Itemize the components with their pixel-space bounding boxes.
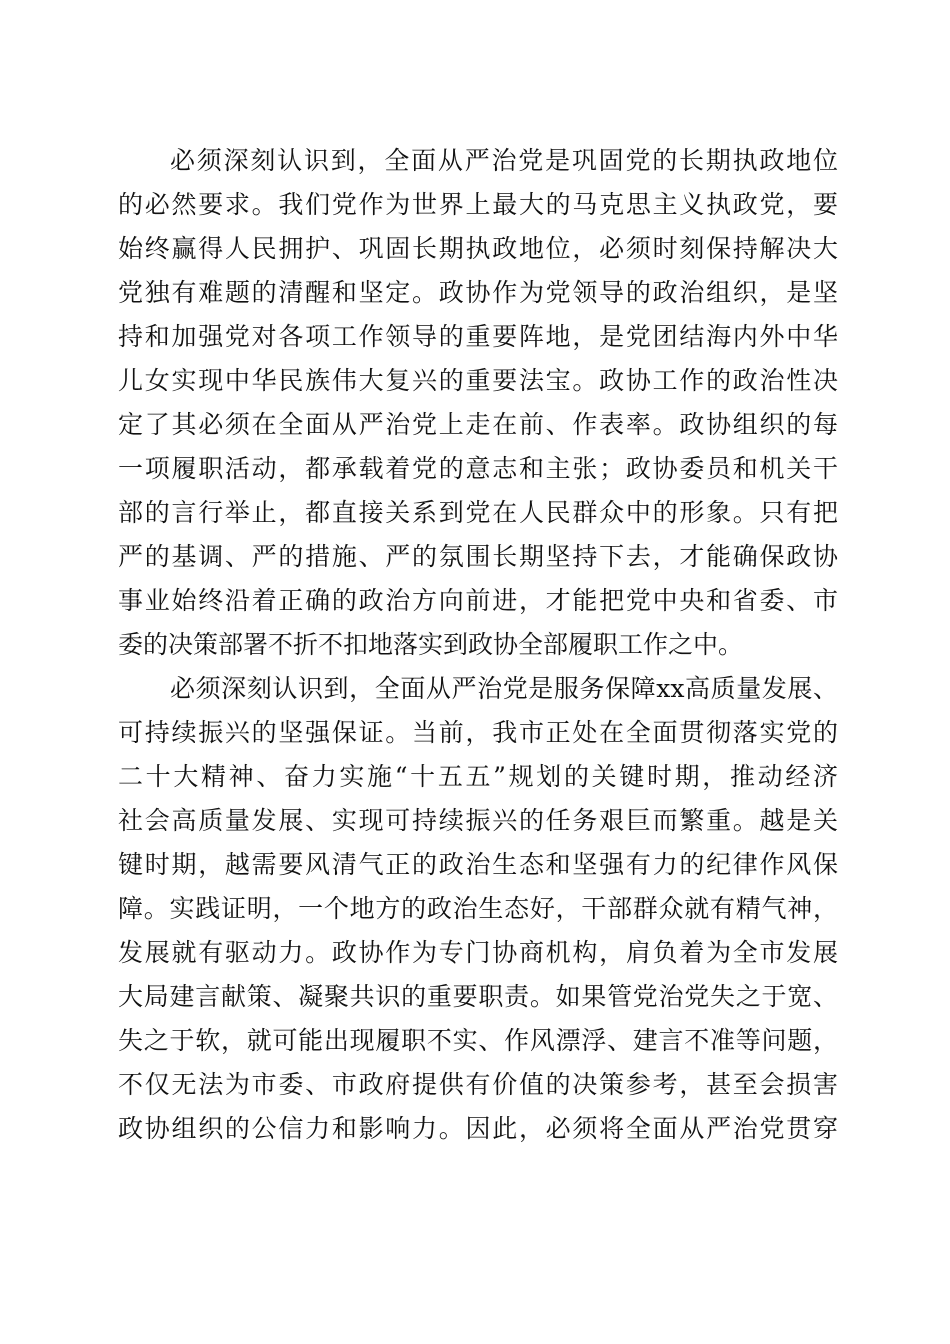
paragraph-line: 二十大精神、奋力实施“十五五”规划的关键时期，推动经济 <box>118 762 838 791</box>
paragraph-line: 大局建言献策、凝聚共识的重要职责。如果管党治党失之于宽、 <box>118 982 838 1011</box>
paragraph-line: 政协组织的公信力和影响力。因此，必须将全面从严治党贯穿 <box>118 1114 838 1143</box>
paragraph-line: 一项履职活动，都承载着党的意志和主张；政协委员和机关干 <box>118 454 838 483</box>
paragraph-line: 始终赢得人民拥护、巩固长期执政地位，必须时刻保持解决大 <box>118 234 838 263</box>
paragraph-line: 必须深刻认识到，全面从严治党是服务保障xx高质量发展、 <box>170 674 838 703</box>
document-body <box>118 139 838 1151</box>
paragraph-line: 的必然要求。我们党作为世界上最大的马克思主义执政党，要 <box>118 190 838 219</box>
paragraph-1 <box>118 139 838 667</box>
paragraph-line: 必须深刻认识到，全面从严治党是巩固党的长期执政地位 <box>170 146 838 175</box>
paragraph-line: 可持续振兴的坚强保证。当前，我市正处在全面贯彻落实党的 <box>118 718 838 747</box>
paragraph-2 <box>118 667 838 1151</box>
paragraph-line: 委的决策部署不折不扣地落实到政协全部履职工作之中。 <box>118 630 744 659</box>
paragraph-line: 不仅无法为市委、市政府提供有价值的决策参考，甚至会损害 <box>118 1070 838 1099</box>
paragraph-line: 事业始终沿着正确的政治方向前进，才能把党中央和省委、市 <box>118 586 838 615</box>
paragraph-line: 严的基调、严的措施、严的氛围长期坚持下去，才能确保政协 <box>118 542 838 571</box>
paragraph-line: 部的言行举止，都直接关系到党在人民群众中的形象。只有把 <box>118 498 838 527</box>
paragraph-line: 发展就有驱动力。政协作为专门协商机构，肩负着为全市发展 <box>118 938 838 967</box>
paragraph-line: 障。实践证明，一个地方的政治生态好，干部群众就有精气神， <box>118 894 838 923</box>
paragraph-line: 党独有难题的清醒和坚定。政协作为党领导的政治组织，是坚 <box>118 278 838 307</box>
paragraph-line: 持和加强党对各项工作领导的重要阵地，是党团结海内外中华 <box>118 322 838 351</box>
paragraph-line: 社会高质量发展、实现可持续振兴的任务艰巨而繁重。越是关 <box>118 806 838 835</box>
paragraph-line: 定了其必须在全面从严治党上走在前、作表率。政协组织的每 <box>118 410 838 439</box>
paragraph-line: 键时期，越需要风清气正的政治生态和坚强有力的纪律作风保 <box>118 850 838 879</box>
paragraph-line: 失之于软，就可能出现履职不实、作风漂浮、建言不准等问题， <box>118 1026 838 1055</box>
paragraph-line: 儿女实现中华民族伟大复兴的重要法宝。政协工作的政治性决 <box>118 366 838 395</box>
